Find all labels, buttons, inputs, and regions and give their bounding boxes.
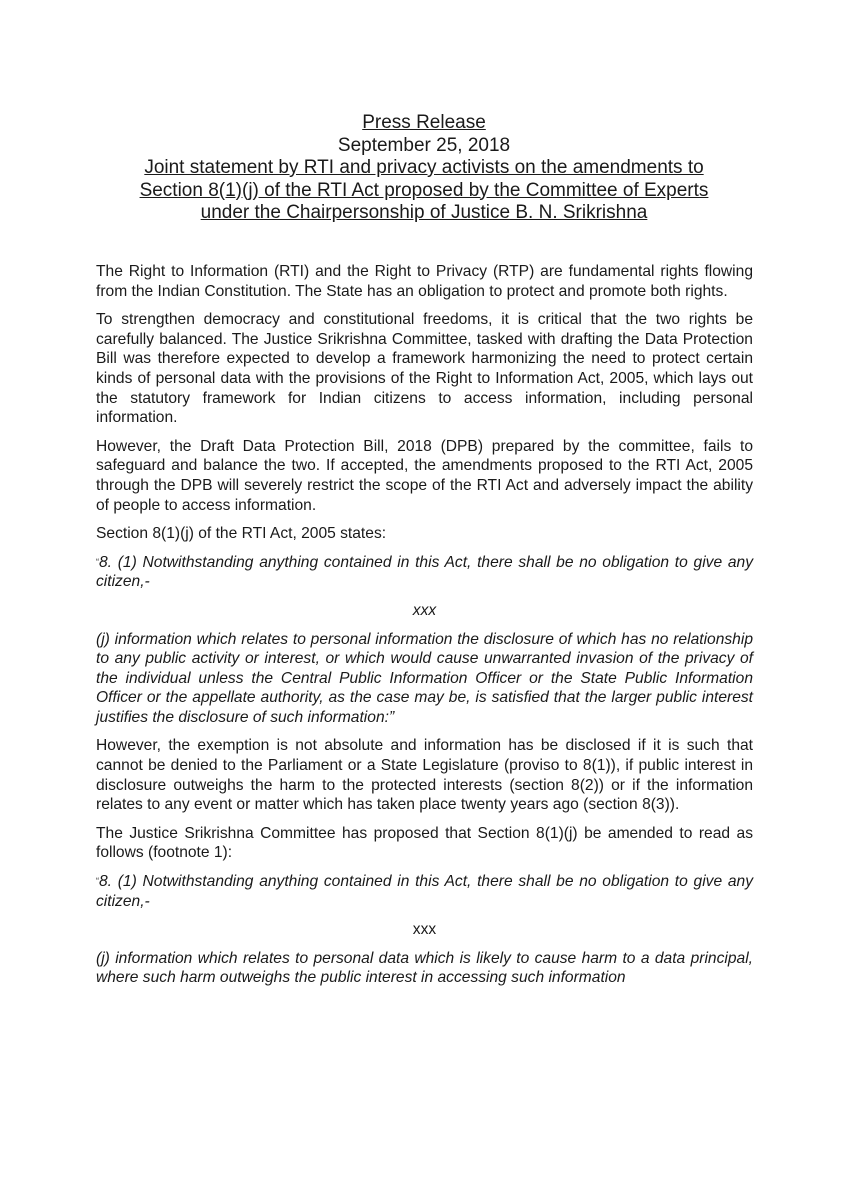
quote-3	[96, 872, 753, 911]
quote-1-text: 8. (1) Notwithstanding anything contained in this Act, there shall be no obligation to give any citizen,-	[96, 553, 753, 591]
title-line-1: Joint statement by RTI and privacy activists on the amendments to	[144, 157, 704, 178]
document-body	[96, 262, 753, 997]
paragraph-1: The Right to Information (RTI) and the Right to Privacy (RTP) are fundamental rights flowing from the Indian Constitution. The State has an obligation to protect and promote both rights.	[96, 263, 753, 300]
quote-1	[96, 553, 753, 592]
quote-3-mark: “	[96, 876, 99, 887]
paragraph-3: However, the Draft Data Protection Bill, 2018 (DPB) prepared by the committee, fails to safeguard and balance the two. If accepted, the amendments proposed to the RTI Act, 2005 through the DPB will severely restrict the scope of the RTI Act and adversely impact the ability of people to access information.	[96, 437, 753, 514]
title-block	[60, 112, 788, 225]
title-line-2: Section 8(1)(j) of the RTI Act proposed by the Committee of Experts	[139, 179, 709, 201]
quote-2: (j) information which relates to personal information the disclosure of which has no relationship to any public activity or interest, or which would cause unwarranted invasion of the privacy of the individual unless the Central Public Information Officer or the State Public Information Officer or the appellate authority, as the case may be, is satisfied that the larger public interest justifies the disclosure of such information:”	[96, 630, 753, 726]
paragraph-2: To strengthen democracy and constitutional freedoms, it is critical that the two rights be carefully balanced. The Justice Srikrishna Committee, tasked with drafting the Data Protection Bill was therefore expected to develop a framework harmonizing the need to protect certain kinds of personal data with the provisions of the Right to Information Act, 2005, which lays out the statutory framework for Indian citizens to access information, including personal information.	[96, 311, 753, 427]
paragraph-5: However, the exemption is not absolute and information has be disclosed if it is such that cannot be denied to the Parliament or a State Legislature (proviso to 8(1)), if public interest in disclosure outweighs the harm to the protected interests (section 8(2)) or if the information relates to any event or matter which has taken place twenty years ago (section 8(3)).	[96, 737, 753, 814]
paragraph-4: Section 8(1)(j) of the RTI Act, 2005 states:	[96, 525, 387, 543]
paragraph-6: The Justice Srikrishna Committee has proposed that Section 8(1)(j) be amended to read as follows (footnote 1):	[96, 824, 753, 862]
quote-3-text: 8. (1) Notwithstanding anything contained in this Act, there shall be no obligation to give any citizen,-	[96, 873, 753, 910]
release-date: September 25, 2018	[337, 134, 511, 156]
title-line-3: under the Chairpersonship of Justice B. N. Srikrishna	[200, 202, 648, 223]
quote-1-mark: “	[96, 556, 99, 567]
separator-1: xxx	[412, 601, 437, 619]
press-release-label: Press Release	[362, 112, 486, 133]
separator-2: xxx	[412, 921, 437, 939]
quote-4: (j) information which relates to personal data which is likely to cause harm to a data principal, where such harm outweighs the public interest in accessing such information	[96, 949, 753, 987]
